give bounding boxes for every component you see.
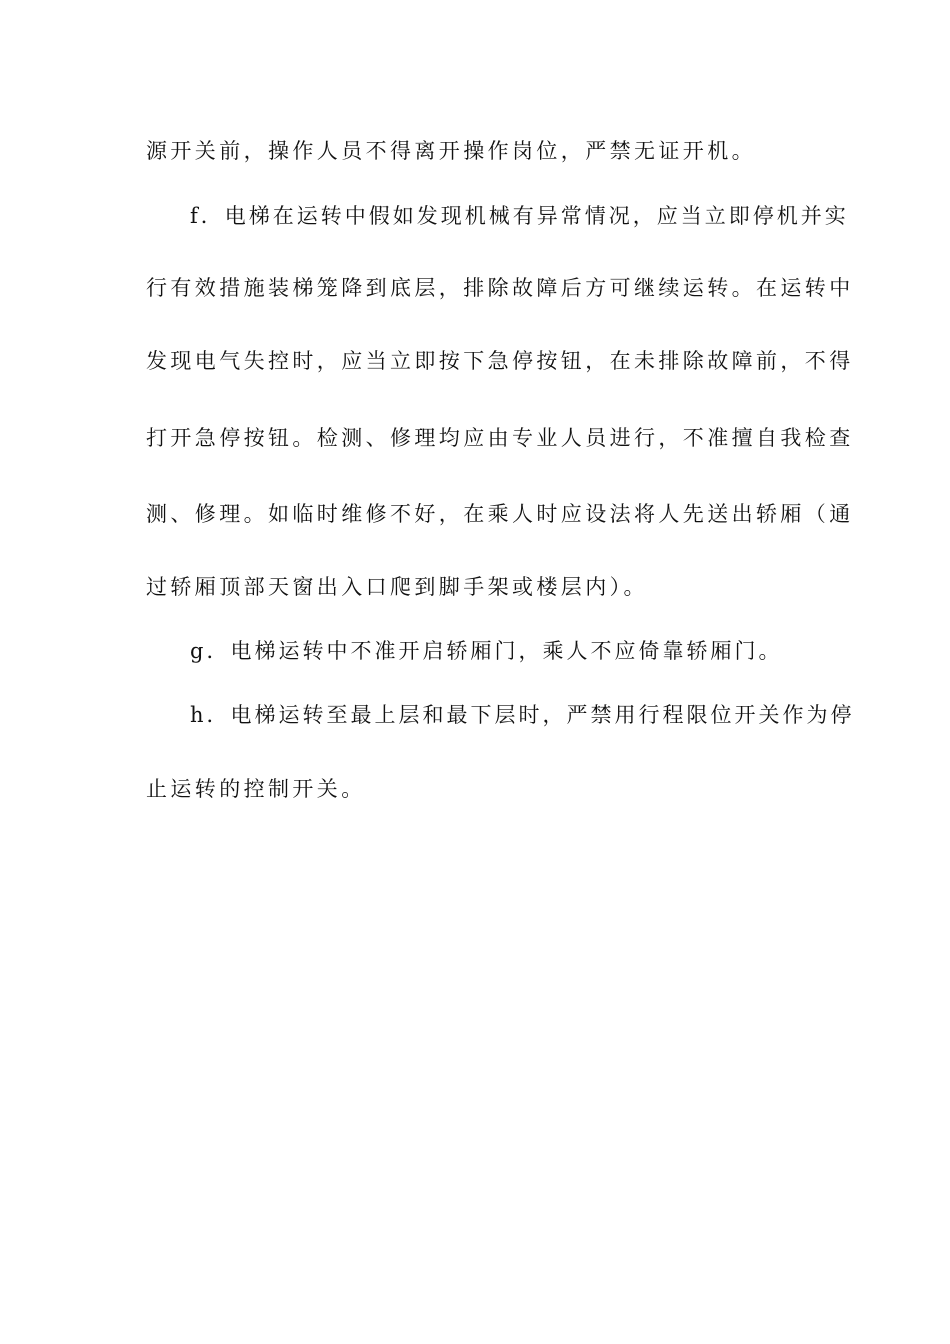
paragraph-f-line-3: 发现电气失控时，应当立即按下急停按钮，在未排除故障前，不得 xyxy=(146,349,854,373)
paragraph-f-line-1: f．电梯在运转中假如发现机械有异常情况，应当立即停机并实 xyxy=(190,204,849,228)
paragraph-f-line-6: 过轿厢顶部天窗出入口爬到脚手架或楼层内）。 xyxy=(146,575,648,599)
paragraph-g: g．电梯运转中不准开启轿厢门，乘人不应倚靠轿厢门。 xyxy=(190,639,783,663)
paragraph-h-line-1: h．电梯运转至最上层和最下层时，严禁用行程限位开关作为停 xyxy=(190,703,855,727)
paragraph-f-line-5: 测、修理。如临时维修不好，在乘人时应设法将人先送出轿厢（通 xyxy=(146,502,854,526)
paragraph-f-line-4: 打开急停按钮。检测、修理均应由专业人员进行，不准擅自我检查 xyxy=(146,426,854,450)
paragraph-h-line-2: 止运转的控制开关。 xyxy=(146,777,366,801)
paragraph-e-line-end: 源开关前，操作人员不得离开操作岗位，严禁无证开机。 xyxy=(146,139,756,163)
paragraph-f-line-2: 行有效措施装梯笼降到底层，排除故障后方可继续运转。在运转中 xyxy=(146,276,854,300)
